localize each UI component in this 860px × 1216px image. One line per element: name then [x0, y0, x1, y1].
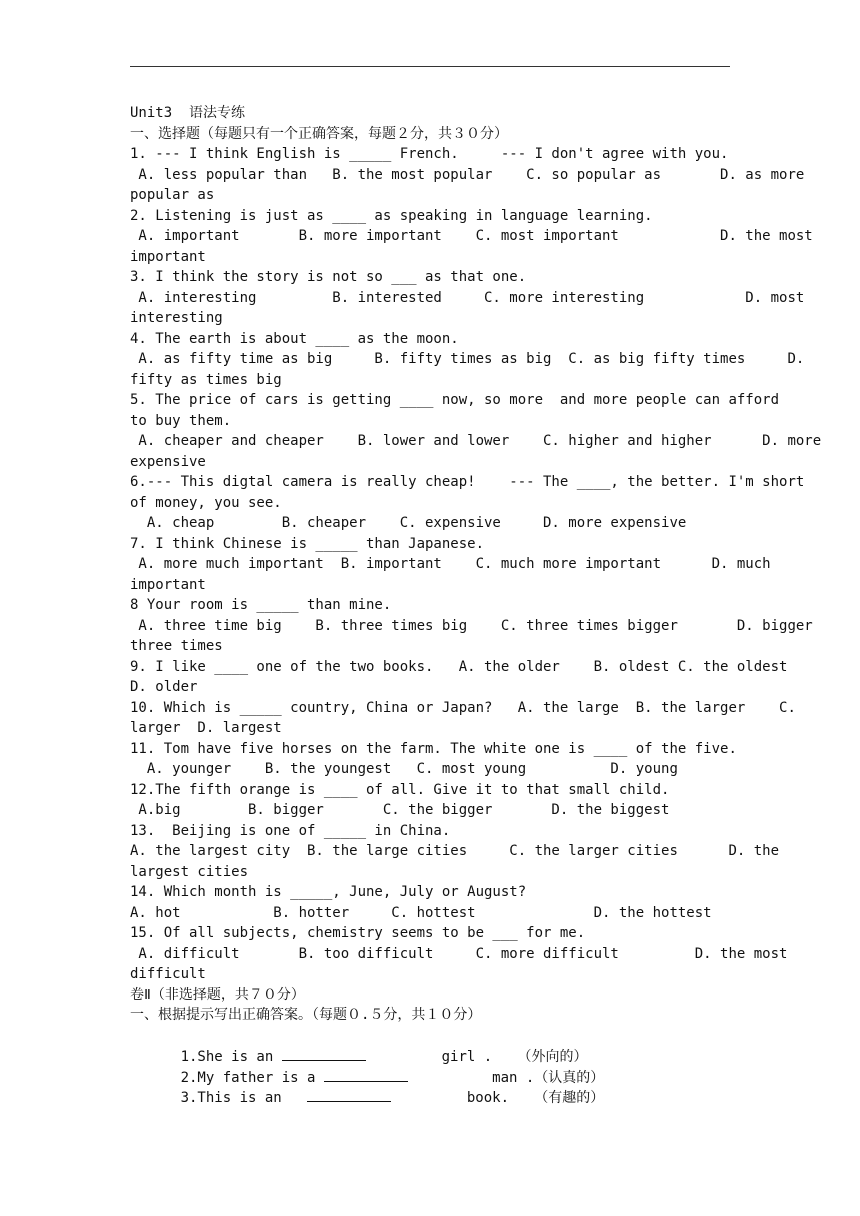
answer-blank[interactable]	[324, 1067, 408, 1082]
worksheet-title: Unit3 语法专练	[130, 105, 246, 121]
question-line: A.big B. bigger C. the bigger D. the biggest	[130, 802, 670, 818]
question-line: A. difficult B. too difficult C. more difficult D. the most	[130, 945, 788, 962]
fill-suffix: book. （有趣的）	[391, 1090, 605, 1106]
question-line: expensive	[130, 453, 206, 470]
question-line: 13. Beijing is one of _____ in China.	[130, 822, 451, 839]
question-line: A. younger B. the youngest C. most young D. young	[130, 761, 678, 777]
answer-blank[interactable]	[282, 1046, 366, 1061]
question-line: larger D. largest	[130, 720, 282, 736]
section1-header: 一、选择题（每题只有一个正确答案，每题２分，共３０分）	[130, 125, 508, 142]
fill-suffix: man .（认真的）	[407, 1069, 605, 1086]
fill-prefix: 2.My father is a	[180, 1069, 324, 1086]
fill-prefix: 3.This is an	[180, 1090, 308, 1106]
question-line: important	[130, 576, 206, 593]
question-line: 7. I think Chinese is _____ than Japanese.	[130, 535, 485, 552]
question-line: popular as	[130, 187, 215, 203]
question-line: 1. --- I think English is _____ French. --- I don't agree with you.	[130, 146, 729, 162]
question-line: 3. I think the story is not so ___ as that one.	[130, 269, 527, 285]
section2-header: 卷Ⅱ（非选择题，共７０分）	[130, 986, 305, 1003]
fill-suffix: girl . （外向的）	[365, 1049, 588, 1065]
question-line: difficult	[130, 966, 206, 982]
question-line: A. less popular than B. the most popular C. so popular as D. as more	[130, 166, 805, 183]
question-line: to buy them.	[130, 412, 232, 429]
question-line: fifty as times big	[130, 371, 282, 388]
question-line: A. three time big B. three times big C. three times bigger D. bigger	[130, 617, 813, 634]
question-line: A. important B. more important C. most important D. the most	[130, 228, 813, 244]
question-line: 11. Tom have five horses on the farm. The white one is ____ of the five.	[130, 740, 737, 757]
question-line: important	[130, 248, 206, 265]
question-line: three times	[130, 638, 223, 654]
question-line: A. interesting B. interested C. more interesting D. most	[130, 289, 805, 306]
question-line: 2. Listening is just as ____ as speaking in language learning.	[130, 207, 653, 224]
question-line: 14. Which month is _____, June, July or August?	[130, 884, 527, 900]
question-line: 12.The fifth orange is ____ of all. Give it to that small child.	[130, 781, 670, 798]
section2-subheader: 一、根据提示写出正确答案。（每题０.５分，共１０分）	[130, 1007, 482, 1023]
question-line: 10. Which is _____ country, China or Japan? A. the large B. the larger C.	[130, 699, 796, 716]
question-line: 15. Of all subjects, chemistry seems to be ___ for me.	[130, 925, 586, 941]
question-line: 8 Your room is _____ than mine.	[130, 597, 392, 613]
question-line: largest cities	[130, 863, 249, 880]
question-line: A. cheap B. cheaper C. expensive D. more expensive	[130, 515, 687, 531]
question-line: 9. I like ____ one of the two books. A. the older B. oldest C. the oldest	[130, 658, 788, 675]
question-line: A. cheaper and cheaper B. lower and lower C. higher and higher D. more	[130, 433, 822, 449]
question-line: 6.--- This digtal camera is really cheap! --- The ____, the better. I'm short	[130, 474, 805, 490]
question-line: A. hot B. hotter C. hottest D. the hottest	[130, 904, 712, 921]
question-line: A. the largest city B. the large cities C. the larger cities D. the	[130, 843, 780, 859]
question-line: 4. The earth is about ____ as the moon.	[130, 330, 459, 347]
question-line: 5. The price of cars is getting ____ now, so more and more people can afford	[130, 392, 780, 408]
question-line: A. more much important B. important C. much more important D. much	[130, 556, 771, 572]
question-line: D. older	[130, 679, 198, 695]
fill-prefix: 1.She is an	[180, 1049, 282, 1065]
question-line: interesting	[130, 310, 223, 326]
header-rule	[130, 66, 730, 67]
answer-blank[interactable]	[307, 1087, 391, 1102]
fill-item	[130, 1026, 730, 1065]
question-line: of money, you see.	[130, 494, 282, 511]
question-line: A. as fifty time as big B. fifty times as big C. as big fifty times D.	[130, 351, 805, 367]
worksheet-content	[130, 103, 822, 1106]
